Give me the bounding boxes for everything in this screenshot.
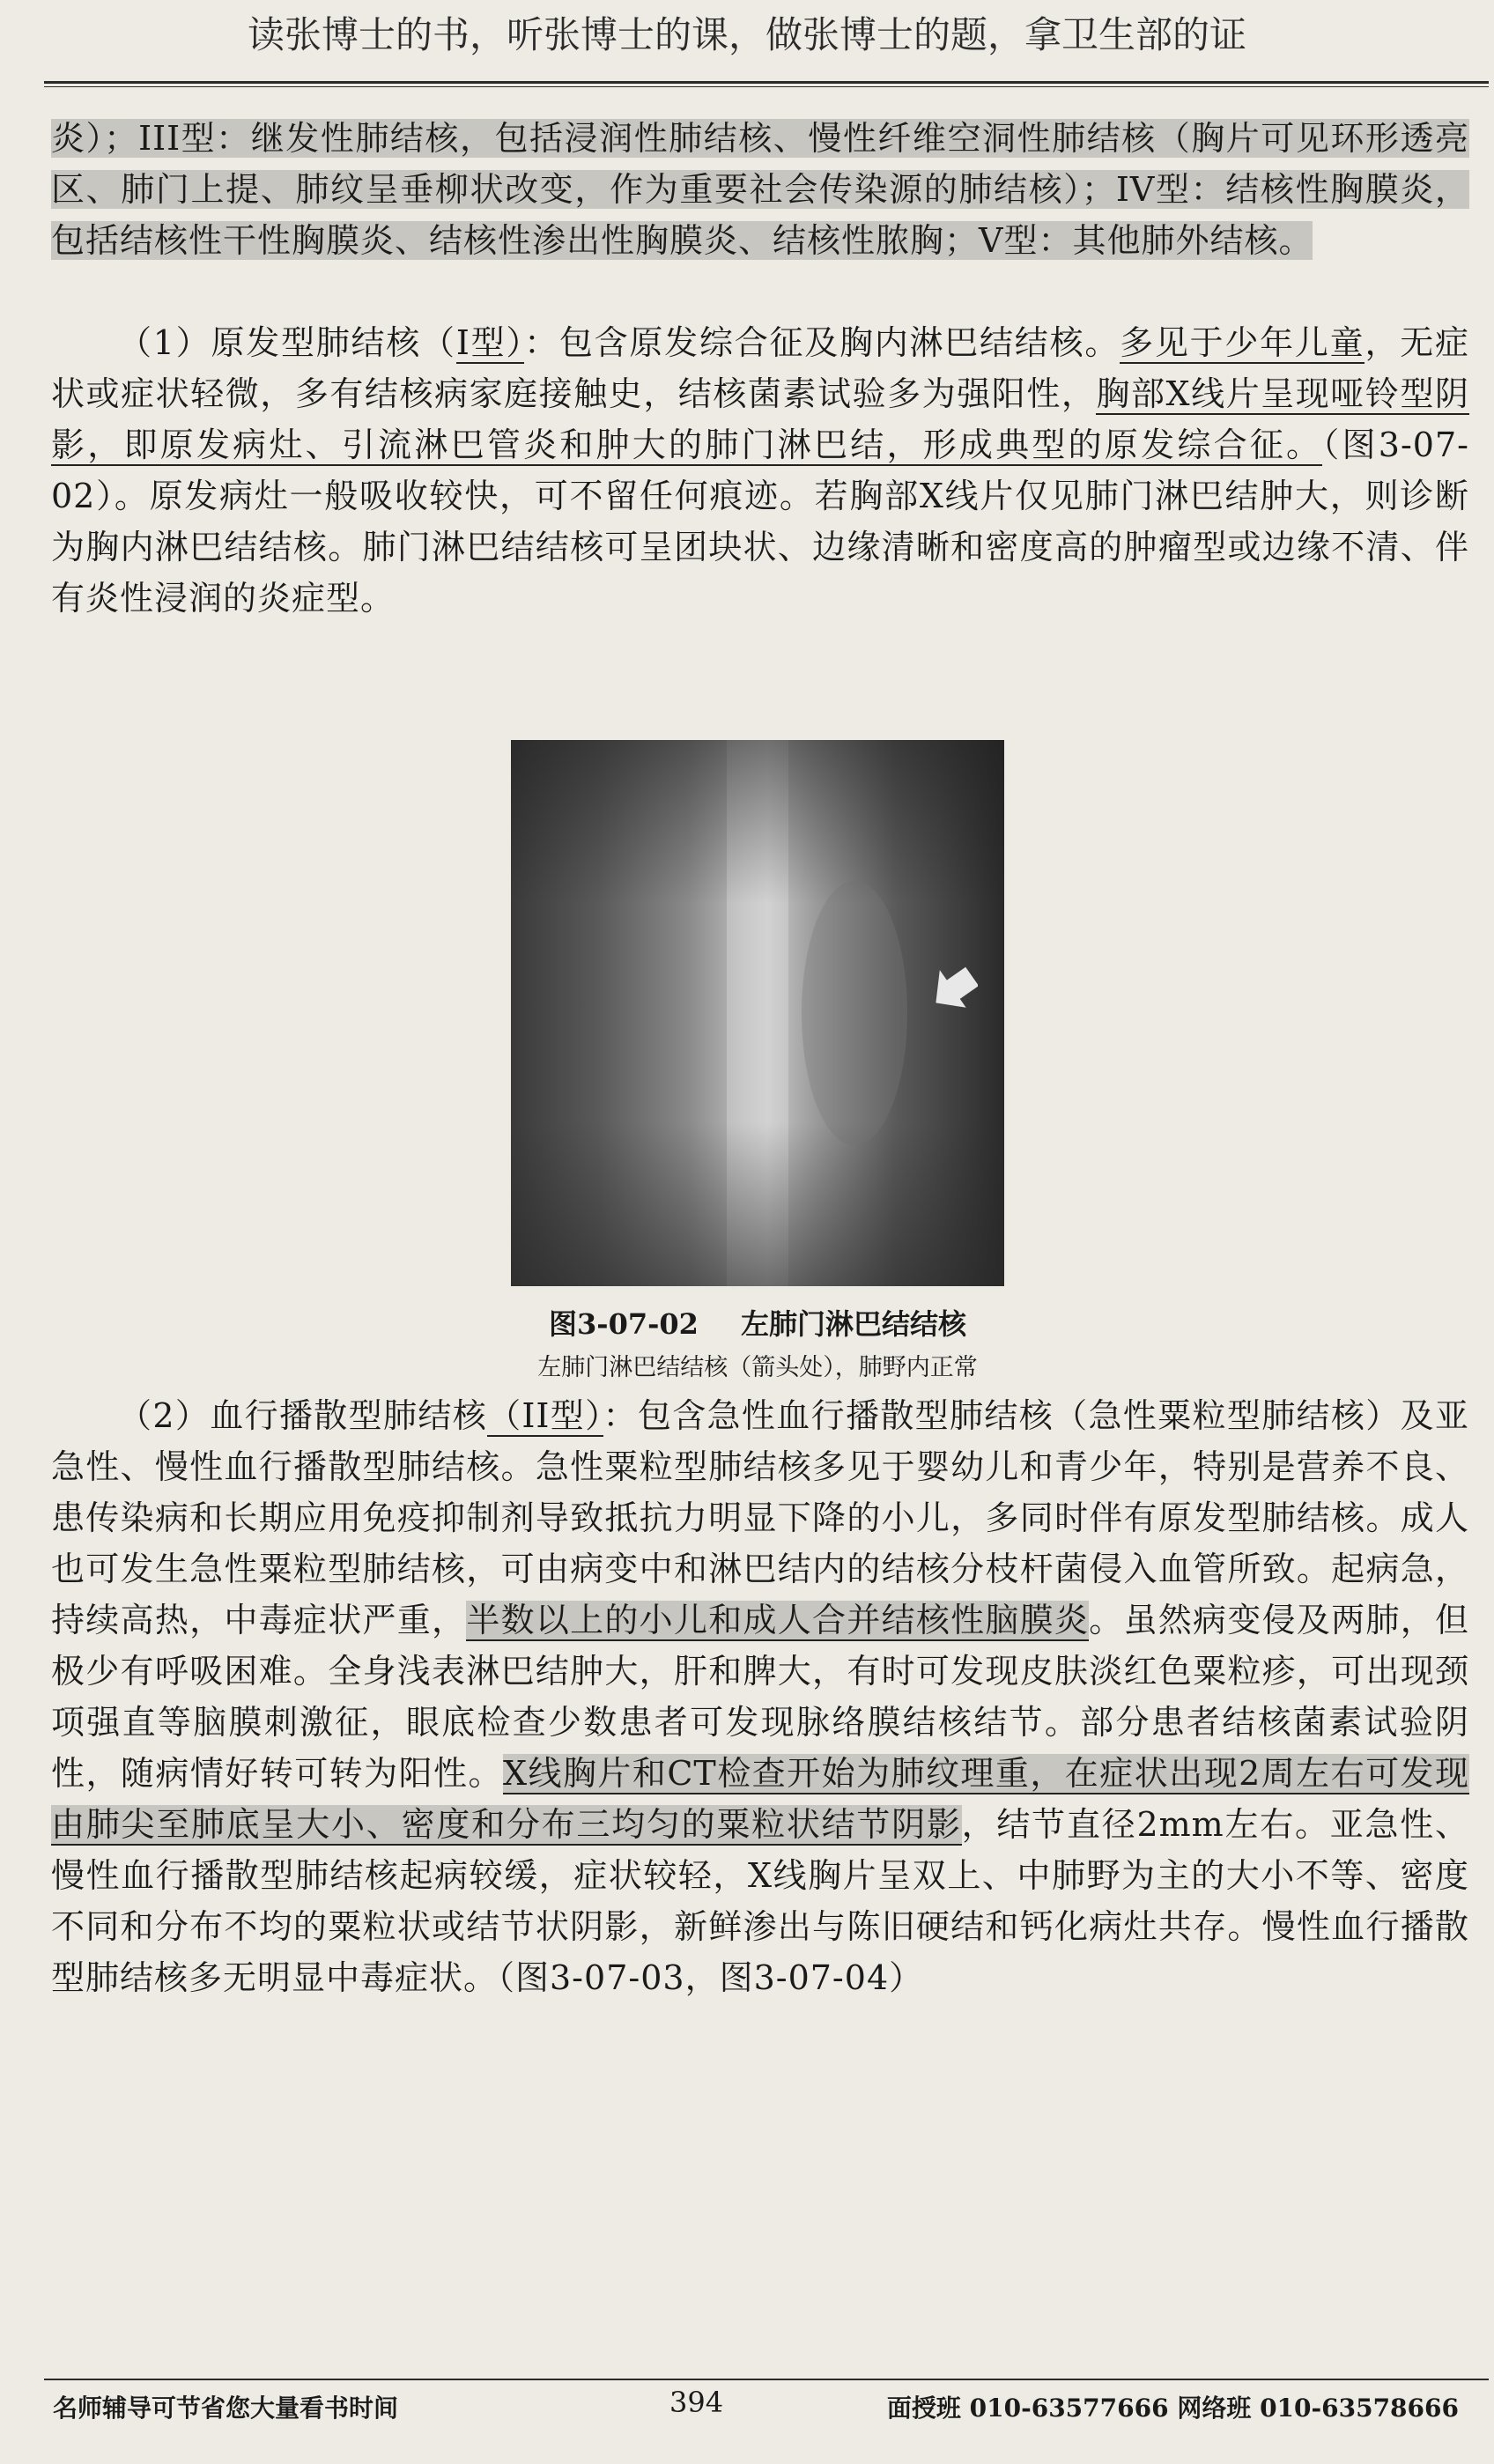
text-run: （图3-07-02）。原发病灶一般吸收较快，可不留任何痕迹。若胸部X线片仅见肺门淋巴结肿大，则诊断为胸内淋巴结结核。肺门淋巴结结核可呈团块状、边缘清晰和密度高的肿瘤型或边缘不清、伴有炎性浸润的炎症型。 (51, 425, 1469, 618)
running-header: 读张博士的书，听张博士的课，做张博士的题，拿卫生部的证 (247, 13, 1246, 56)
text-run: ，结节直径2mm左右。亚急性、慢性血行播散型肺结核起病较缓，症状较轻，X线胸片呈双上、中肺野为主的大小不等、密度不同和分布不均的粟粒状或结节状阴影，新鲜渗出与陈旧硬结和钙化病灶共存。慢性血行播散型肺结核多无明显中毒症状。（图3-07-03，图3-07-04） (51, 1805, 1469, 1997)
xray-figure-image (511, 740, 1004, 1286)
figure-caption (511, 1302, 1004, 1343)
figure-subcaption: 左肺门淋巴结结核（箭头处），肺野内正常 (537, 1354, 978, 1381)
footer-rule (44, 2379, 1489, 2380)
text-run: ：包含急性血行播散型肺结核（急性粟粒型肺结核）及亚急性、慢性血行播散型肺结核。急性粟粒型肺结核多见于婴幼儿和青少年，特别是营养不良、患传染病和长期应用免疫抑制剂导致抵抗力明显下降的小儿，多同时伴有原发型肺结核。成人也可发生急性粟粒型肺结核，可由病变中和淋巴结内的结核分枝杆菌侵入血管所致。起病急，持续高热，中毒症状严重， (51, 1396, 1469, 1639)
highlighted-text: 半数以上的小儿和成人合并结核性脑膜炎 (466, 1601, 1090, 1639)
text-run: ：包含原发综合征及胸内淋巴结结核。 (524, 323, 1120, 362)
arrow-icon (925, 956, 978, 1009)
underlined-text: 多见于少年儿童 (1120, 323, 1365, 362)
footer-contact: 面授班 010-63577666 网络班 010-63578666 (886, 2394, 1459, 2423)
page-number: 394 (669, 2386, 724, 2419)
text-run: ，无症状或症状轻微，多有结核病家庭接触史，结核菌素试验多为强阳性， (51, 323, 1469, 413)
xray-vignette (511, 740, 1004, 1286)
underlined-text: 胸部X线片呈现哑铃型阴影，即原发病灶、引流淋巴管炎和肿大的肺门淋巴结，形成典型的原发综合征。 (51, 374, 1469, 464)
text-run: （1）原发型肺结核（ (118, 323, 456, 362)
text-run: 。虽然病变侵及两肺，但极少有呼吸困难。全身浅表淋巴结肿大，肝和脾大，有时可发现皮肤淡红色粟粒疹，可出现颈项强直等脑膜刺激征，眼底检查少数患者可发现脉络膜结核结节。部分患者结核菌素试验阴性，随病情好转可转为阳性。 (51, 1601, 1469, 1793)
highlighted-text: X线胸片和CT检查开始为肺纹理重，在症状出现2周左右可发现由肺尖至肺底呈大小、密度和分布三均匀的粟粒状结节阴影 (51, 1754, 1469, 1844)
footer-slogan: 名师辅导可节省您大量看书时间 (53, 2394, 399, 2423)
underlined-text: I型） (455, 323, 525, 362)
highlighted-text: 炎）；III型：继发性肺结核，包括浸润性肺结核、慢性纤维空洞性肺结核（胸片可见环形透亮区、肺门上提、肺纹呈垂柳状改变，作为重要社会传染源的肺结核）；IV型：结核性胸膜炎，包括结核性干性胸膜炎、结核性渗出性胸膜炎、结核性脓胸；V型：其他肺外结核。 (51, 119, 1469, 260)
header-rule (44, 81, 1489, 84)
text-run: （2）血行播散型肺结核 (118, 1396, 488, 1435)
figure-number: 图3-07-02 (549, 1307, 699, 1341)
paragraph-disease-types (51, 113, 1469, 266)
underlined-text: （II型） (487, 1396, 603, 1435)
paragraph-hematogenous-tb (51, 1390, 1469, 2003)
figure-title: 左肺门淋巴结结核 (740, 1307, 966, 1341)
paragraph-primary-tb (51, 317, 1469, 624)
header-rule-thin (44, 86, 1489, 87)
